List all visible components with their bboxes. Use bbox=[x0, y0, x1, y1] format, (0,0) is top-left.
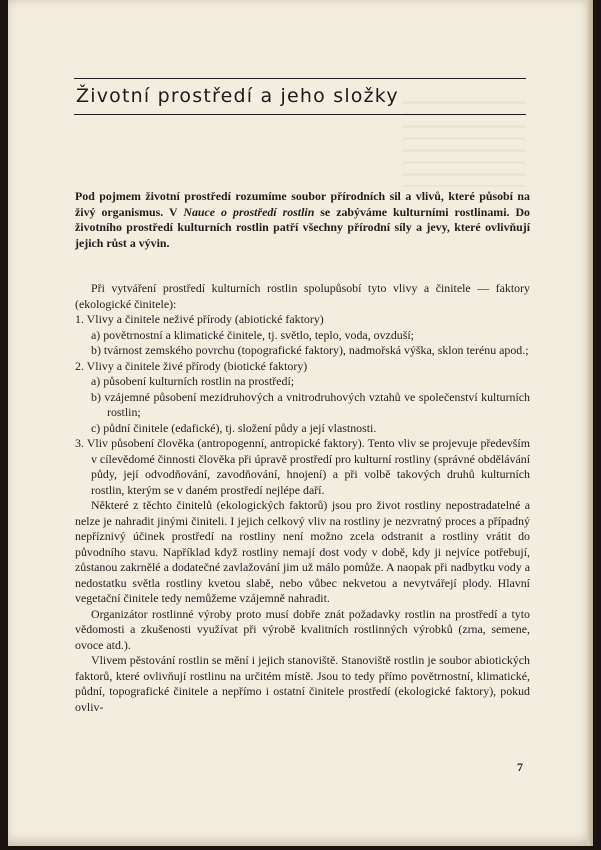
title-rule-top bbox=[74, 78, 526, 79]
lead-part1: Pod pojmem životní prostředí rozumíme soubor přírodních sil a vlivů, které působí na živý organismus. V bbox=[75, 189, 530, 219]
list-item-2c: c) půdní činitele (edafické), tj. složení půdy a její vlastnosti. bbox=[91, 420, 377, 435]
lead-italic: Nauce o prostředí rostlin bbox=[183, 204, 315, 219]
show-through-text bbox=[403, 92, 525, 187]
chapter-title: Životní prostředí a jeho složky bbox=[76, 85, 399, 107]
list-item-2b: b) vzájemné působení mezidruhových a vnitrodruhových vztahů ve společenství kulturních rostlin; bbox=[91, 389, 530, 419]
page-edge bbox=[587, 0, 593, 846]
book-page bbox=[8, 0, 593, 846]
body-text bbox=[75, 281, 530, 715]
paragraph-2: Organizátor rostlinné výroby proto musí dobře znát požadavky rostlin na prostředí a tyto vědomosti a zkušenosti využívat při výrobě kvalitních rostlinných výrobků (zrna, semene, ovoce atd.). bbox=[75, 606, 530, 652]
list-item-3: 3. Vliv působení člověka (antropogenní, antropické faktory). Tento vliv se projevuje především v cílevědomé činnosti člověka při úpravě prostředí pro kulturní rostliny (správné obdělávání půdy, její odvodňování, zavodňování, hnojení) a při volbě takových druhů kulturních rostlin, kterým se v daném prostředí nejlépe daří. bbox=[75, 436, 530, 497]
paragraph-3: Vlivem pěstování rostlin se mění i jejich stanoviště. Stanoviště rostlin je soubor abiotických faktorů, které ovlivňují rostlinu na určitém místě. Jsou to tedy přímo povětrnostní, klimatické, půdní, topografické činitele a nepřímo i ostatní činitele prostředí (ekologické faktory), pokud ovliv- bbox=[75, 653, 530, 714]
lead-part2: se zabýváme kulturními rostlinami. Do životního prostředí kulturních rostlin patří všechny přírodní síly a jevy, které ovlivňují jejich růst a vývin. bbox=[75, 204, 530, 250]
page-number: 7 bbox=[517, 760, 523, 774]
list-item-2: 2. Vlivy a činitele živé přírody (biotické faktory) bbox=[75, 358, 308, 373]
intro-paragraph: Při vytváření prostředí kulturních rostlin spolupůsobí tyto vlivy a činitele — faktory (ekologické činitele): bbox=[75, 281, 530, 311]
list-item-2a: a) působení kulturních rostlin na prostředí; bbox=[91, 374, 295, 388]
title-rule-bottom bbox=[74, 114, 526, 115]
list-item-1a: a) povětrnostní a klimatické činitele, tj. světlo, teplo, voda, ovzduší; bbox=[91, 327, 414, 342]
paragraph-1: Některé z těchto činitelů (ekologických faktorů) jsou pro život rostliny nepostradatelné a nelze je nahradit jinými činiteli. I jejich celkový vliv na rostliny je nezvratný proces a případný nepříznivý účinek prostředí na rostliny není možno zcela odstranit a rostliny vrátit do původního stavu. Například když rostliny nemají dost vody v době, kdy ji nejvíce potřebují, zůstanou zakrnělé a dodatečné zavlažování jim už málo pomůže. A naopak při nadbytku vody a nedostatku světla rostliny kvetou slabě, nebo vůbec nekvetou a nevytvářejí plody. Hlavní vegetační činitele tedy nemůžeme vzájemně nahradit. bbox=[75, 498, 530, 605]
list-item-1: 1. Vlivy a činitele neživé přírody (abiotické faktory) bbox=[75, 312, 324, 326]
lead-paragraph bbox=[75, 189, 530, 251]
list-item-1b: b) tvárnost zemského povrchu (topografické faktory), nadmořská výška, sklon terénu apod.; bbox=[91, 343, 529, 357]
